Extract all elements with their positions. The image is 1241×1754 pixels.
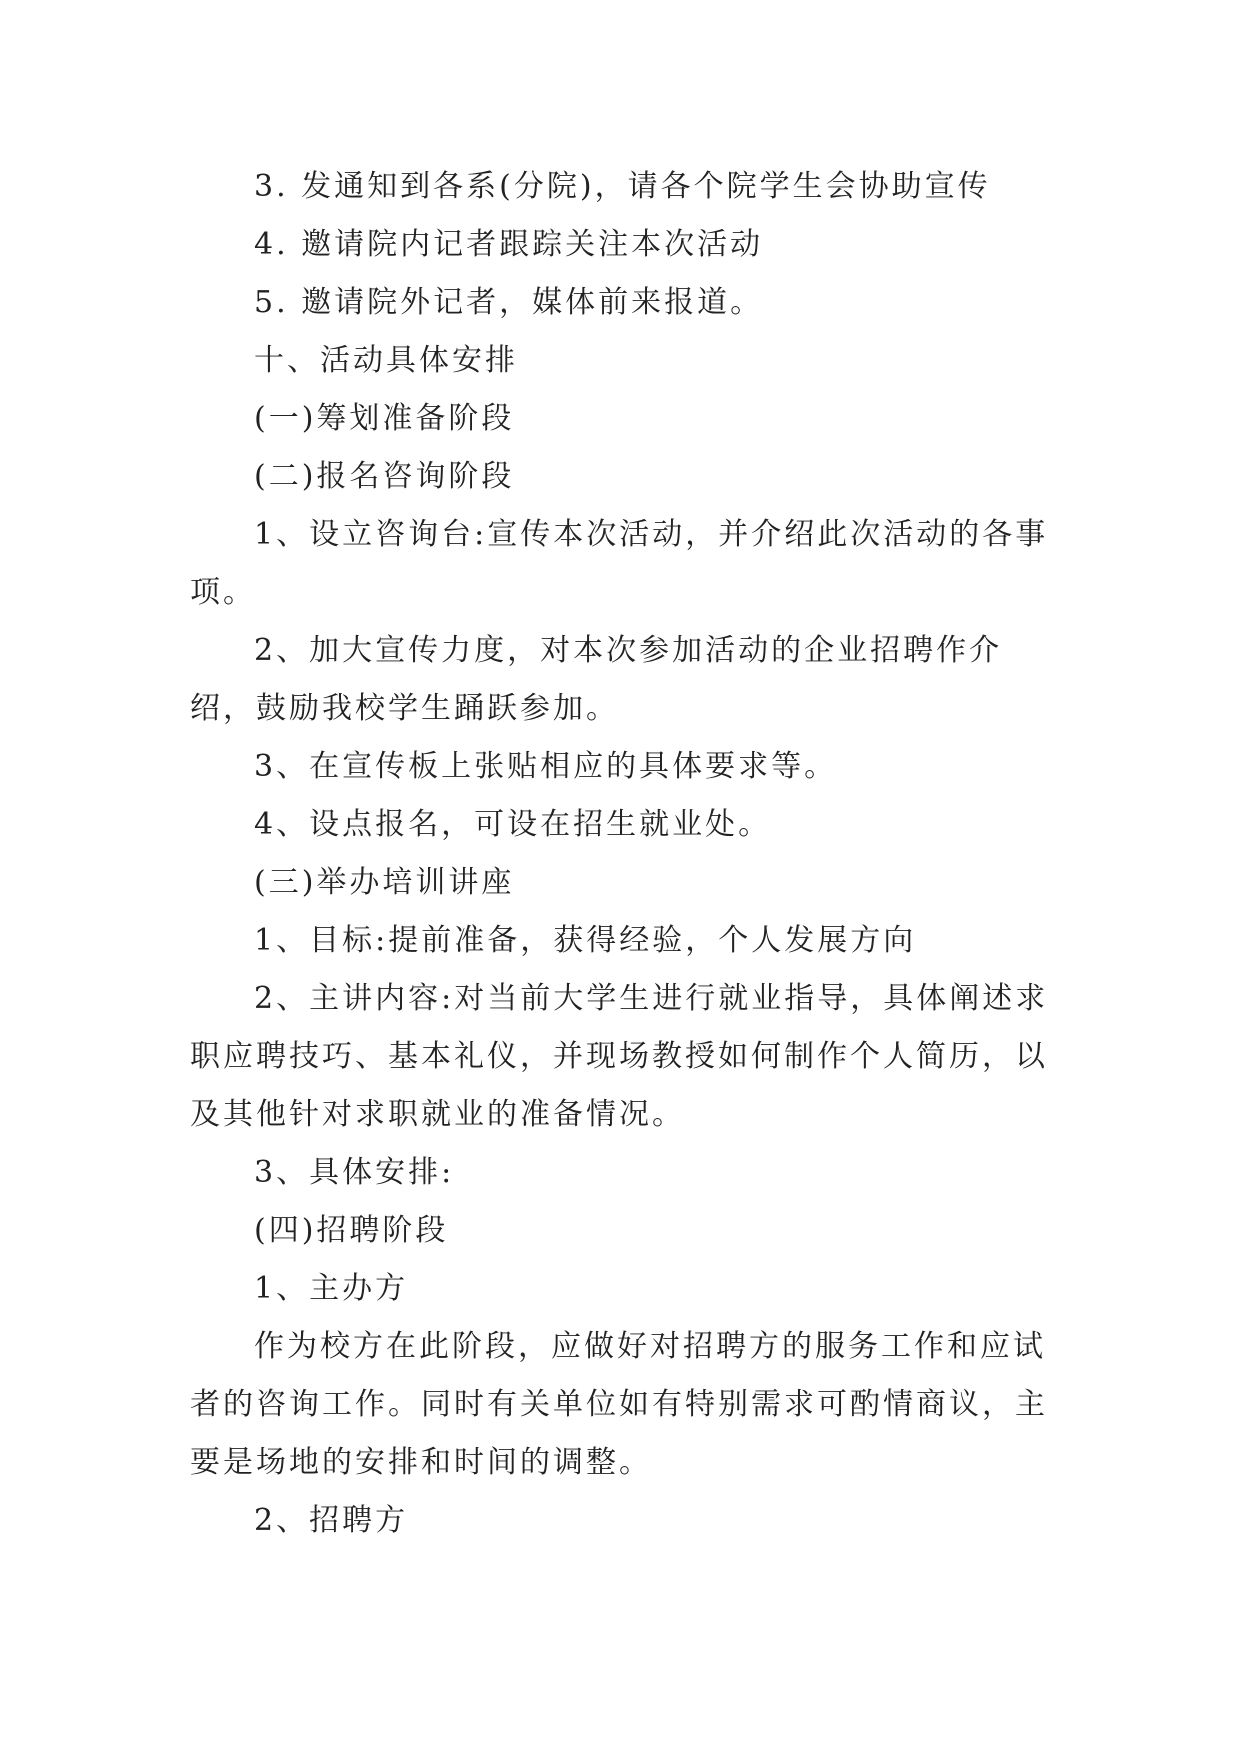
section-heading: 十、活动具体安排 bbox=[254, 343, 518, 378]
paragraph: 4. 邀请院内记者跟踪关注本次活动 bbox=[254, 227, 764, 262]
subsection-heading: (二)报名咨询阶段 bbox=[254, 459, 515, 494]
paragraph: 5. 邀请院外记者，媒体前来报道。 bbox=[254, 285, 764, 320]
paragraph: 1、主办方 bbox=[254, 1271, 409, 1306]
paragraph: 1、目标:提前准备，获得经验，个人发展方向 bbox=[254, 923, 917, 958]
paragraph: 2、主讲内容:对当前大学生进行就业指导，具体阐述求职应聘技巧、基本礼仪，并现场教授如何制作个人简历，以及其他针对求职就业的准备情况。 bbox=[190, 981, 1049, 1132]
subsection-heading: (一)筹划准备阶段 bbox=[254, 401, 515, 436]
paragraph: 3、在宣传板上张贴相应的具体要求等。 bbox=[254, 749, 838, 784]
paragraph: 3. 发通知到各系(分院)，请各个院学生会协助宣传 bbox=[254, 169, 991, 204]
paragraph: 1、设立咨询台:宣传本次活动，并介绍此次活动的各事项。 bbox=[190, 517, 1049, 610]
document-body bbox=[190, 158, 1050, 1550]
paragraph: 作为校方在此阶段，应做好对招聘方的服务工作和应试者的咨询工作。同时有关单位如有特别需求可酌情商议，主要是场地的安排和时间的调整。 bbox=[190, 1329, 1048, 1480]
subsection-heading: (三)举办培训讲座 bbox=[254, 865, 515, 900]
paragraph: 2、加大宣传力度，对本次参加活动的企业招聘作介绍，鼓励我校学生踊跃参加。 bbox=[190, 633, 1003, 726]
subsection-heading: (四)招聘阶段 bbox=[254, 1213, 449, 1248]
paragraph: 3、具体安排: bbox=[254, 1155, 455, 1190]
paragraph: 4、设点报名，可设在招生就业处。 bbox=[254, 807, 772, 842]
paragraph: 2、招聘方 bbox=[254, 1503, 409, 1538]
